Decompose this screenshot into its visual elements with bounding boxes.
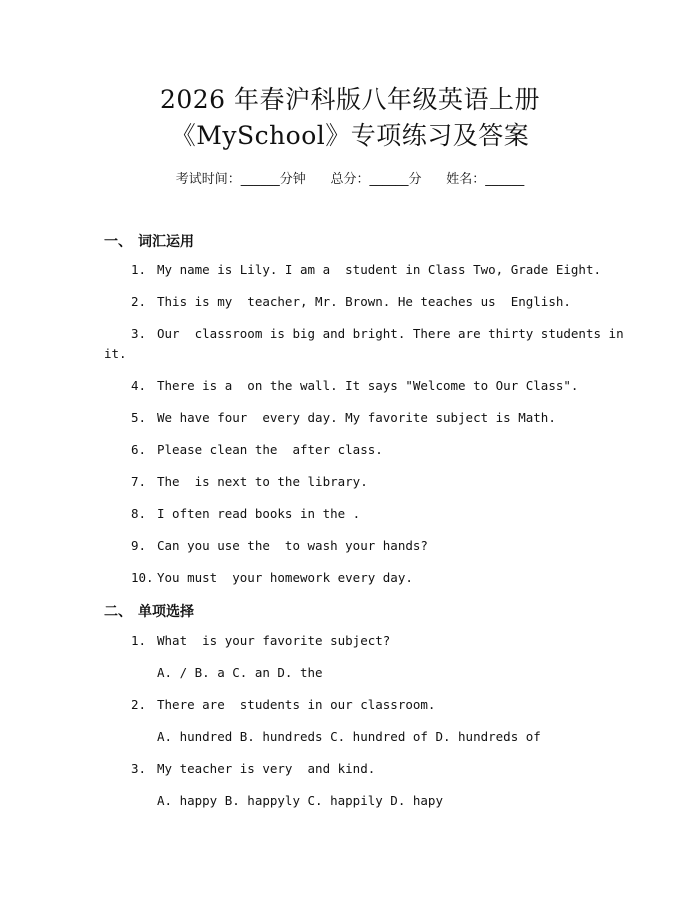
question-number: 2. [131, 697, 147, 712]
question-item [131, 442, 383, 457]
document-title-line2: 《MySchool》专项练习及答案 [170, 121, 530, 150]
question-number: 9. [131, 538, 147, 553]
question-text: Can you use the to wash your hands? [157, 538, 428, 553]
question-number: 1. [131, 633, 147, 648]
document-title-line1: 2026 年春沪科版八年级英语上册 [159, 85, 541, 114]
question-text: We have four every day. My favorite subject is Math. [157, 410, 556, 425]
question-item [131, 410, 556, 425]
question-number: 4. [131, 378, 147, 393]
question-number: 6. [131, 442, 147, 457]
question-item [131, 538, 428, 553]
question-text: There is a on the wall. It says "Welcome to Our Class". [157, 378, 579, 393]
question-text: My name is Lily. I am a student in Class Two, Grade Eight. [157, 262, 602, 277]
question-item [131, 262, 601, 277]
section-heading-multiple-choice [104, 601, 194, 621]
section-number: 二、 [104, 604, 132, 620]
question-number: 10. [131, 570, 154, 585]
question-text: What is your favorite subject? [157, 633, 391, 648]
question-number: 8. [131, 506, 147, 521]
question-item [131, 506, 360, 521]
answer-options: A. happy B. happyly C. happily D. hapy [157, 793, 443, 808]
question-number: 5. [131, 410, 147, 425]
exam-meta-line: 考试时间：______分钟 总分：______分 姓名：______ [175, 172, 525, 187]
question-item [131, 697, 435, 712]
question-text: The is next to the library. [157, 474, 368, 489]
answer-options: A. hundred B. hundreds C. hundred of D. hundreds of [157, 729, 541, 744]
question-text: I often read books in the . [157, 506, 361, 521]
section-title: 单项选择 [138, 604, 194, 620]
question-text: There are students in our classroom. [157, 697, 436, 712]
question-item [131, 326, 624, 341]
question-item [131, 474, 368, 489]
question-text: Our classroom is big and bright. There are thirty students in [157, 326, 624, 341]
section-number: 一、 [104, 234, 132, 250]
question-text: This is my teacher, Mr. Brown. He teaches us English. [157, 294, 571, 309]
section-heading-vocabulary [104, 231, 194, 251]
question-item [131, 633, 390, 648]
question-item [131, 378, 578, 393]
question-item [131, 294, 571, 309]
question-text-continuation: it. [104, 346, 127, 361]
question-number: 7. [131, 474, 147, 489]
question-number: 1. [131, 262, 147, 277]
question-number: 3. [131, 326, 147, 341]
question-text: Please clean the after class. [157, 442, 383, 457]
answer-options: A. / B. a C. an D. the [157, 665, 323, 680]
section-title: 词汇运用 [138, 234, 194, 250]
question-number: 3. [131, 761, 147, 776]
question-text: You must your homework every day. [157, 570, 413, 585]
question-item [131, 570, 413, 585]
question-item [131, 761, 375, 776]
question-text: My teacher is very and kind. [157, 761, 376, 776]
question-number: 2. [131, 294, 147, 309]
